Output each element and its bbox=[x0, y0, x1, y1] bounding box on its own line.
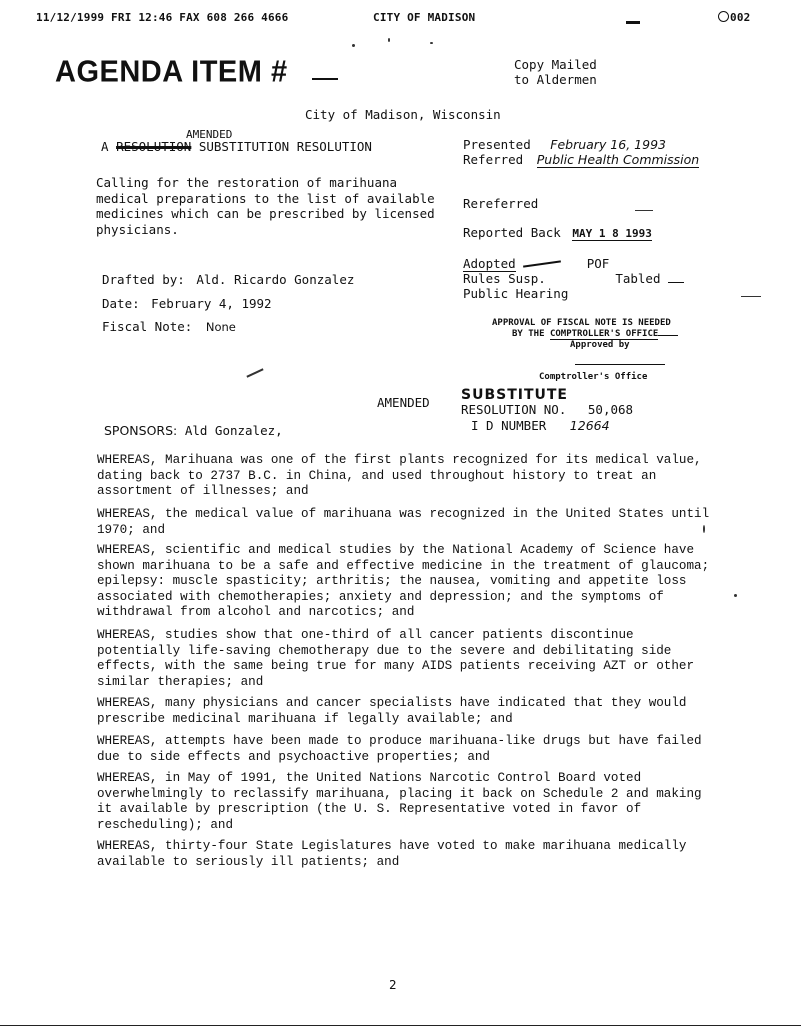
reported-back-row: Reported Back MAY 1 8 1993 bbox=[463, 225, 652, 240]
whereas-clause-5: WHEREAS, many physicians and cancer specialists have indicated that they would prescribe medicinal marihuana if legally available; and bbox=[97, 696, 687, 726]
id-number: I D NUMBER 12664 bbox=[471, 418, 610, 433]
scan-speck bbox=[246, 368, 263, 377]
fax-page: 002 bbox=[718, 11, 750, 24]
resolution-description: Calling for the restoration of marihuana medical preparations to the list of available medicines which can be prescribed by licensed physicians. bbox=[96, 175, 435, 237]
adopted-checkmark bbox=[523, 260, 561, 267]
resolution-type: A RESOLUTION SUBSTITUTION RESOLUTION bbox=[101, 139, 372, 154]
sponsors: SPONSORS: Ald Gonzalez, bbox=[104, 423, 283, 438]
whereas-clause-7: WHEREAS, in May of 1991, the United Nations Narcotic Control Board voted overwhelmingly to reclassify marihuana, placing it back on Schedule 2 and making it available by prescription (the U. S. Representative voted in favor of rescheduling); and bbox=[97, 771, 702, 832]
signature-line bbox=[575, 364, 665, 365]
fiscal-note: Fiscal Note: None bbox=[102, 319, 236, 334]
whereas-clause-2: WHEREAS, the medical value of marihuana was recognized in the United States until 1970; and bbox=[97, 507, 710, 537]
scan-speck bbox=[741, 296, 761, 297]
struck-word: RESOLUTION bbox=[116, 139, 192, 154]
rereferred-row: Rereferred bbox=[463, 196, 539, 211]
scan-speck bbox=[635, 210, 653, 211]
substitute-label: SUBSTITUTE bbox=[461, 387, 568, 403]
amended-label: AMENDED bbox=[377, 395, 430, 410]
approval-line-2: BY THE COMPTROLLER'S OFFICE bbox=[512, 329, 678, 340]
adopted-row: Adopted POF bbox=[463, 256, 610, 271]
public-hearing-row: Public Hearing bbox=[463, 286, 569, 301]
scan-speck bbox=[703, 525, 705, 533]
scan-speck bbox=[388, 38, 390, 42]
whereas-clause-3: WHEREAS, scientific and medical studies by the National Academy of Science have shown marihuana to be a safe and effective medicine in the treatment of glaucoma; epilepsy: muscle spasticity; arthritis; the nausea, vomiting and appetite loss associated with chemotherapies; anxiety and depression; and the symptoms of withdrawal from alcohol and narcotics; and bbox=[97, 543, 710, 619]
scan-speck bbox=[352, 44, 355, 47]
comptroller-office: Comptroller's Office bbox=[539, 372, 648, 382]
scan-speck bbox=[430, 42, 433, 44]
location-heading: City of Madison, Wisconsin bbox=[305, 107, 501, 122]
approval-line-1: APPROVAL OF FISCAL NOTE IS NEEDED bbox=[492, 318, 671, 328]
page-bottom-border bbox=[0, 1025, 801, 1026]
rules-susp-row: Rules Susp. Tabled bbox=[463, 271, 684, 286]
page-number: 2 bbox=[389, 977, 397, 992]
agenda-title: AGENDA ITEM # bbox=[55, 55, 288, 89]
page-icon bbox=[718, 11, 729, 22]
fax-mark bbox=[626, 21, 640, 24]
approved-by: Approved by bbox=[570, 340, 630, 350]
referred-row: Referred Public Health Commission bbox=[463, 152, 700, 167]
resolution-number: RESOLUTION NO. 50,068 bbox=[461, 402, 634, 417]
inserted-word: AMENDED bbox=[186, 128, 233, 141]
whereas-clause-6: WHEREAS, attempts have been made to produce marihuana-like drugs but have failed due to side effects and psychoactive properties; and bbox=[97, 734, 702, 764]
whereas-clause-1: WHEREAS, Marihuana was one of the first plants recognized for its medical value, dating back to 2737 B.C. in China, and used throughout history to treat an assortment of illnesses; and bbox=[97, 453, 702, 498]
fax-sender: CITY OF MADISON bbox=[373, 11, 476, 24]
agenda-number-blank bbox=[312, 78, 338, 80]
scan-speck bbox=[734, 594, 737, 597]
copy-mailed-note: Copy Mailed to Aldermen bbox=[514, 57, 597, 87]
drafted-date: Date: February 4, 1992 bbox=[102, 296, 272, 311]
presented-row: Presented February 16, 1993 bbox=[463, 137, 666, 152]
whereas-clause-8: WHEREAS, thirty-four State Legislatures have voted to make marihuana medically available to seriously ill patients; and bbox=[97, 839, 687, 869]
drafted-by: Drafted by: Ald. Ricardo Gonzalez bbox=[102, 272, 355, 287]
fax-datetime: 11/12/1999 FRI 12:46 FAX 608 266 4666 bbox=[36, 11, 289, 24]
whereas-clause-4: WHEREAS, studies show that one-third of all cancer patients discontinue potentially life-saving chemotherapy due to the severe and debilitating side effects, with the same being true for many AIDS patients receiving AZT or other similar therapies; and bbox=[97, 628, 695, 689]
